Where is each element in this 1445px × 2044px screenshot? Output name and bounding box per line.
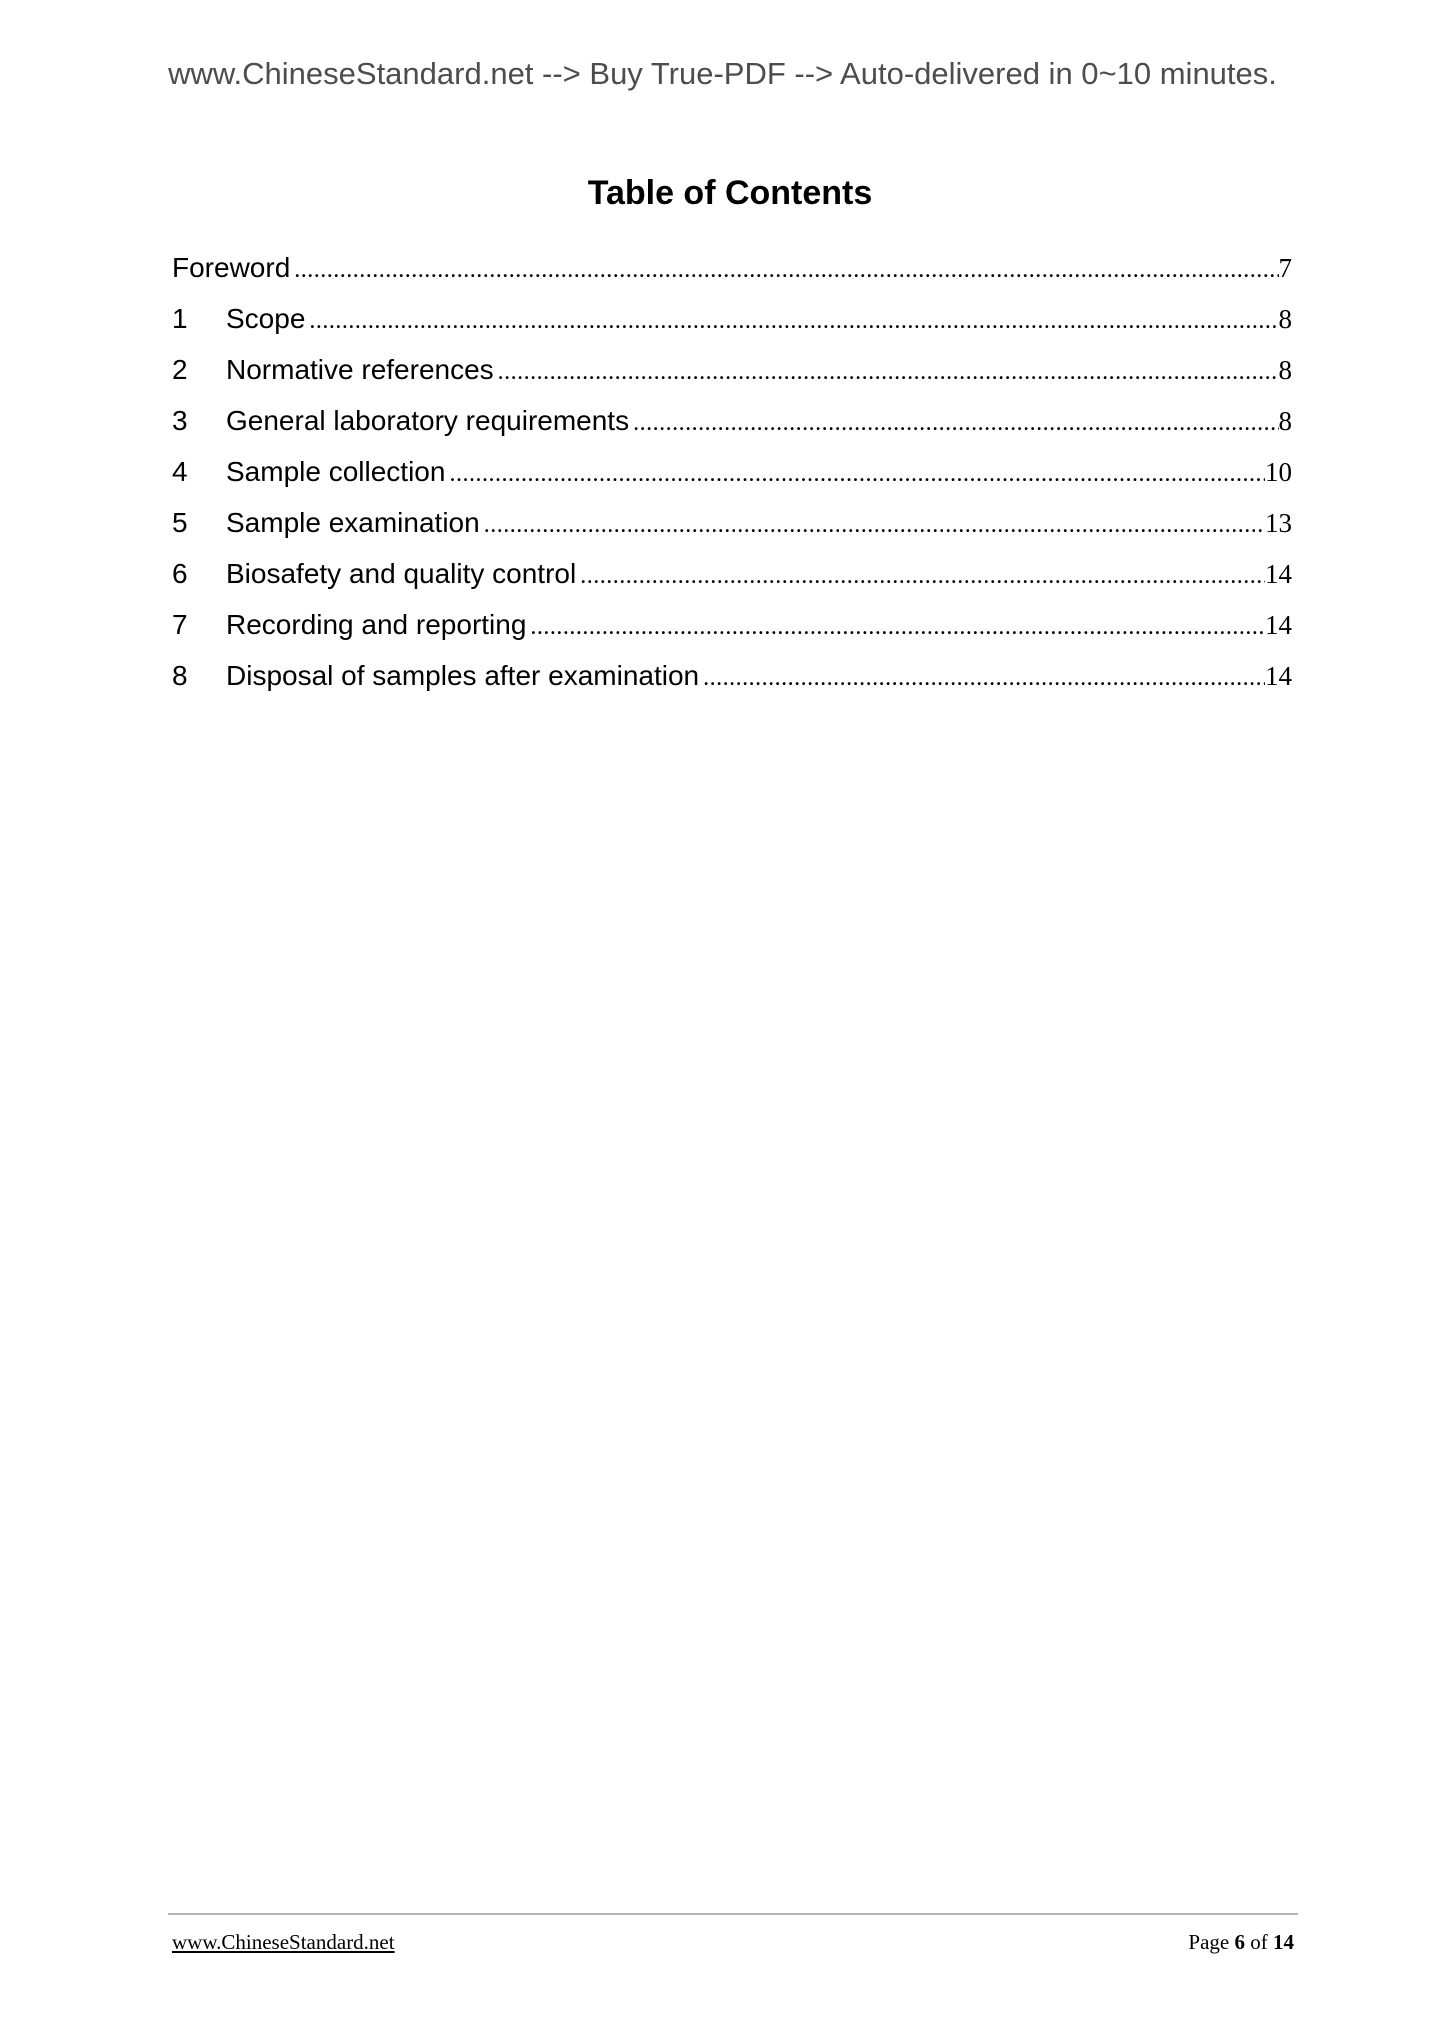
toc-entry-number: 4 (172, 456, 188, 487)
toc-entry-label: Scope (226, 303, 306, 334)
toc-entry-sample-collection[interactable] (172, 456, 1292, 507)
toc-dot-leader (449, 461, 1265, 488)
toc-entry-page: 14 (1265, 661, 1292, 691)
toc-dot-leader (580, 563, 1265, 590)
toc-entry-recording-and-reporting[interactable] (172, 609, 1292, 660)
header-banner: www.ChineseStandard.net --> Buy True-PDF --> Auto-delivered in 0~10 minutes. (168, 56, 1277, 91)
toc-entry-label: Sample examination (226, 507, 480, 538)
footer-page-indicator (1188, 1930, 1294, 1955)
toc-entry-scope[interactable] (172, 303, 1292, 354)
toc-entry-page: 8 (1278, 406, 1292, 436)
toc-entry-normative-references[interactable] (172, 354, 1292, 405)
footer-page-word: Page (1188, 1930, 1230, 1954)
toc-entry-page: 14 (1265, 559, 1292, 589)
toc-dot-leader (530, 614, 1265, 641)
toc-entry-general-laboratory-requirements[interactable] (172, 405, 1292, 456)
toc-entry-label: Recording and reporting (226, 609, 527, 640)
toc-dot-leader (498, 359, 1279, 386)
toc-list (172, 252, 1292, 711)
toc-dot-leader (309, 308, 1278, 335)
toc-entry-label: Foreword (172, 252, 291, 283)
toc-entry-page: 13 (1265, 508, 1292, 538)
toc-dot-leader (633, 410, 1278, 437)
toc-entry-page: 8 (1278, 355, 1292, 385)
toc-entry-label: Sample collection (226, 456, 446, 487)
toc-entry-label: Biosafety and quality control (226, 558, 577, 589)
footer-of-word: of (1250, 1930, 1268, 1954)
toc-entry-foreword[interactable] (172, 252, 1292, 303)
toc-entry-label: General laboratory requirements (226, 405, 630, 436)
toc-entry-disposal-of-samples[interactable] (172, 660, 1292, 711)
toc-entry-number: 3 (172, 405, 188, 436)
toc-entry-number: 1 (172, 303, 188, 334)
toc-entry-label: Disposal of samples after examination (226, 660, 700, 691)
toc-entry-number: 8 (172, 660, 188, 691)
toc-entry-page: 10 (1265, 457, 1292, 487)
toc-dot-leader (484, 512, 1265, 539)
footer-total-pages: 14 (1273, 1930, 1294, 1954)
toc-dot-leader (294, 257, 1278, 284)
toc-entry-number: 5 (172, 507, 188, 538)
footer-current-page: 6 (1234, 1930, 1245, 1954)
toc-entry-page: 7 (1278, 253, 1292, 283)
footer-divider (168, 1913, 1298, 1915)
toc-title: Table of Contents (587, 174, 873, 212)
toc-entry-page: 14 (1265, 610, 1292, 640)
footer-site-link[interactable]: www.ChineseStandard.net (172, 1930, 395, 1954)
toc-entry-number: 7 (172, 609, 188, 640)
toc-dot-leader (703, 665, 1265, 692)
toc-entry-number: 6 (172, 558, 188, 589)
toc-entry-label: Normative references (226, 354, 494, 385)
toc-entry-number: 2 (172, 354, 188, 385)
toc-entry-biosafety-and-quality-control[interactable] (172, 558, 1292, 609)
toc-entry-sample-examination[interactable] (172, 507, 1292, 558)
toc-entry-page: 8 (1278, 304, 1292, 334)
